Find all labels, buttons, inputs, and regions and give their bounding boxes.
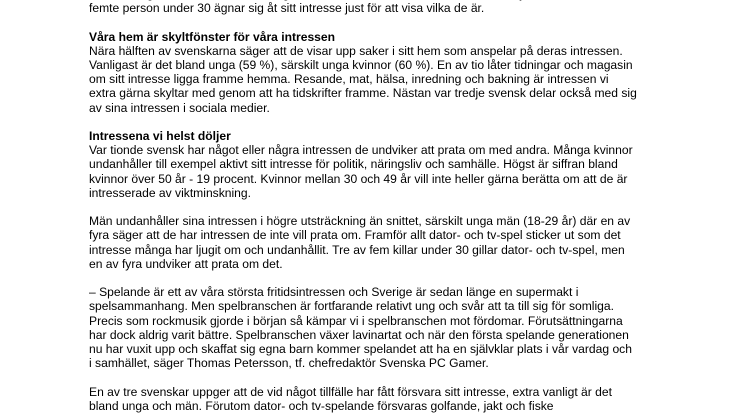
- text-line: Nära hälften av svenskarna säger att de visar upp saker i sitt hem som anspelar på deras intressen.: [89, 43, 623, 58]
- text-line: Män undanhåller sina intressen i högre utsträckning än snittet, särskilt unga män (18-29 år) där en av: [89, 214, 631, 229]
- text-line: av sina intressen i sociala medier.: [89, 100, 270, 115]
- text-line: extra gärna skyltar med genom att ha tidskrifter framme. Nästan var tredje svensk delar också med sig: [89, 86, 637, 101]
- text-line: Precis som rockmusik gjorde i början så kämpar vi i spelbranschen mot fördomar. Förutsättningarna: [89, 313, 623, 328]
- text-line: intresserade av viktminskning.: [89, 185, 251, 200]
- text-line: bland unga och män. Förutom dator- och tv-spelande försvaras golfande, jakt och fiske: [89, 398, 554, 413]
- section-hidden: [89, 129, 709, 200]
- text-line: i samhället, säger Thomas Petersson, tf. chefredaktör Svenska PC Gamer.: [89, 356, 489, 371]
- text-line: – Spelande är ett av våra största fritidsintressen och Sverige är sedan länge en supermakt i: [89, 285, 579, 300]
- paragraph-quote: [89, 285, 709, 370]
- text-line: Var tionde svensk har något eller några intressen de undviker att prata om med andra. Många kvinnor: [89, 143, 633, 158]
- text-line: en av fyra undviker att prata om det.: [89, 256, 283, 271]
- text-line: kvinnor över 50 år - 19 procent. Kvinnor mellan 30 och 49 år vill inte heller gärna berätta om att de är: [89, 171, 628, 186]
- text-line: Vanligast är det bland unga (59 %), särskilt unga kvinnor (60 %). En av tio låter tidningar och magasin: [89, 58, 633, 72]
- document-page: [89, 0, 709, 413]
- section-heading: Intressena vi helst döljer: [89, 129, 231, 143]
- paragraph-defend: [89, 385, 709, 413]
- paragraph-men: [89, 214, 709, 271]
- text-line: femte person under 30 ägnar sig åt sitt intresse just för att visa vilka de är.: [89, 1, 485, 16]
- text-line: intresse många har ljugit om och undanhållit. Tre av fem killar under 30 gillar dator- och tv-spel, men: [89, 242, 625, 257]
- intro-paragraph: [89, 0, 709, 15]
- text-line: spelsammanhang. Men spelbranschen är fortfarande relativt ung och svår att ta till sig för somliga.: [89, 299, 614, 314]
- section-homes: [89, 30, 709, 115]
- text-line: undanhåller till exempel aktivt sitt intresse för politik, näringsliv och samhälle. Högst är siffran bland: [89, 157, 618, 172]
- text-line: nu har vuxit upp och skaffat sig egna barn kommer spelandet att ha en självklar plats i vår vardag och: [89, 342, 632, 357]
- text-line: En av tre svenskar uppger att de vid något tillfälle har fått försvara sitt intresse, extra vanligt är det: [89, 384, 612, 399]
- text-line: har dock aldrig varit bättre. Spelbranschen växer lavinartat och när den första spelande generationen: [89, 327, 629, 342]
- section-heading: Våra hem är skyltfönster för våra intressen: [89, 29, 336, 44]
- text-line: fyra säger att de har intressen de inte vill prata om. Framför allt dator- och tv-spel sticker ut som det: [89, 228, 621, 243]
- text-line: om sitt intresse ligga framme hemma. Resande, mat, hälsa, inredning och bakning är intressen vi: [89, 72, 609, 87]
